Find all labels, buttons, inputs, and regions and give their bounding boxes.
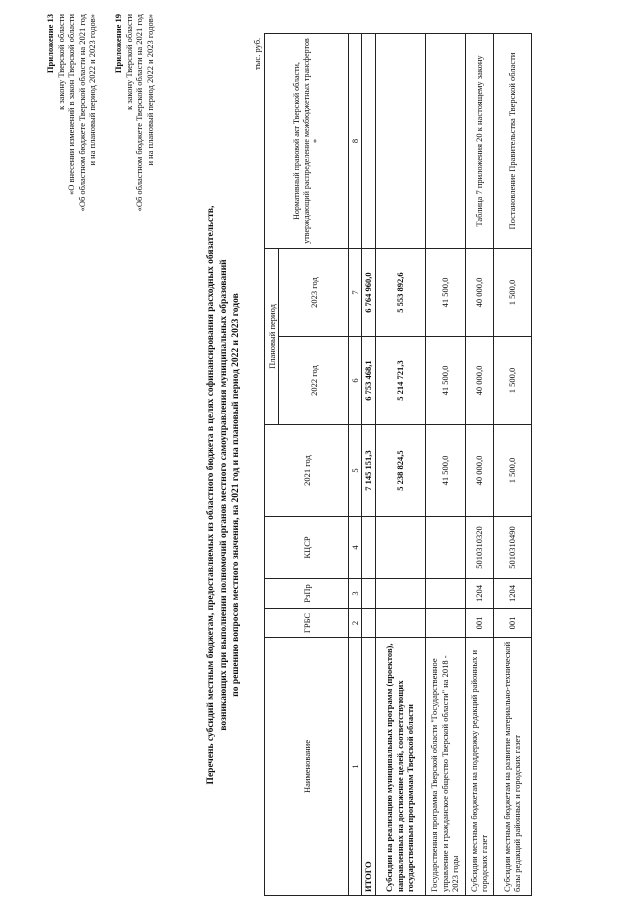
col-header-2022: 2022 год	[279, 337, 349, 425]
appendix-13-line: «Об областном бюджете Тверской области на 2021 год	[76, 14, 87, 212]
row-2021-value: 41 500,0	[425, 425, 465, 517]
appendix-19-number: Приложение 19	[113, 14, 123, 74]
units-label: тыс. руб.	[252, 37, 262, 70]
row-name: Субсидии местным бюджетам на развитие материально-технической базы редакций районных и городских газет	[493, 638, 531, 896]
col-header-legal-act: Нормативный правовой акт Тверской области, утверждающий распределение межбюджетных трансфертов *	[265, 34, 349, 249]
col-index: 8	[349, 34, 362, 249]
col-header-2023: 2023 год	[279, 249, 349, 337]
col-index: 3	[349, 579, 362, 609]
row-legal-act: Таблица 7 приложения 20 к настоящему закону	[465, 34, 493, 249]
col-index: 1	[349, 638, 362, 896]
appendix-13-number: Приложение 13	[45, 14, 55, 74]
column-index-row	[349, 34, 362, 896]
appendix-13-line: «О внесении изменений в закон Тверской области	[66, 14, 76, 195]
row-2022-value: 41 500,0	[425, 337, 465, 425]
col-header-2021: 2021 год	[265, 425, 349, 517]
row-2022-value: 40 000,0	[465, 337, 493, 425]
subsidies-table	[264, 33, 532, 896]
row-2021-value: 7 145 151,3	[362, 425, 376, 517]
document-title	[205, 145, 243, 845]
col-header-rzpr: РзПр	[265, 579, 349, 609]
col-index: 2	[349, 609, 362, 638]
appendix-13-line: и на плановый период 2022 и 2023 годов»	[87, 14, 97, 166]
title-line: возникающих при выполнении полномочий органов местного самоуправления муниципальных образований	[218, 259, 229, 731]
col-index: 7	[349, 249, 362, 337]
row-2023-value: 41 500,0	[425, 249, 465, 337]
row-grbs	[362, 609, 376, 638]
table-row	[425, 34, 465, 896]
row-grbs: 001	[493, 609, 531, 638]
row-kcsr	[362, 517, 376, 579]
row-name: ИТОГО	[362, 638, 376, 896]
row-name: Субсидии на реализацию муниципальных программ (проектов), направленных на достижение целей, соответствующих государственным программам Тверской области	[375, 638, 425, 896]
appendix-19-line: и на плановый период 2022 и 2023 годов»	[144, 14, 155, 166]
col-index: 6	[349, 337, 362, 425]
col-header-grbs: ГРБС	[265, 609, 349, 638]
row-2023-value: 6 764 960,0	[362, 249, 376, 337]
row-legal-act	[375, 34, 425, 249]
row-name: Субсидии местным бюджетам на поддержку редакций районных и городских газет	[465, 638, 493, 896]
row-legal-act: Постановление Правительства Тверской области	[493, 34, 531, 249]
row-grbs: 001	[465, 609, 493, 638]
row-2022-value: 1 500,0	[493, 337, 531, 425]
table-row	[465, 34, 493, 896]
appendix-19-line: «Об областном бюджете Тверской области на 2021 год	[134, 14, 144, 212]
row-grbs	[375, 609, 425, 638]
appendix-13-line: к закону Тверской области	[55, 14, 66, 110]
row-kcsr	[375, 517, 425, 579]
appendix-19-line: к закону Тверской области	[123, 14, 134, 110]
row-2021-value: 5 238 824,5	[375, 425, 425, 517]
col-index: 4	[349, 517, 362, 579]
row-2021-value: 1 500,0	[493, 425, 531, 517]
col-header-planned-period: Плановый период	[265, 249, 279, 425]
row-grbs	[425, 609, 465, 638]
row-2021-value: 40 000,0	[465, 425, 493, 517]
row-rzpr: 1204	[493, 579, 531, 609]
row-legal-act	[362, 34, 376, 249]
row-2023-value: 5 553 892,6	[375, 249, 425, 337]
row-rzpr	[375, 579, 425, 609]
table-row-total	[362, 34, 376, 896]
col-header-kcsr: КЦСР	[265, 517, 349, 579]
row-legal-act	[425, 34, 465, 249]
row-2022-value: 5 214 721,3	[375, 337, 425, 425]
row-kcsr	[425, 517, 465, 579]
title-line: по решению вопросов местного значения, на 2021 год и на плановый период 2022 и 2023 годов	[231, 293, 241, 697]
table-row	[493, 34, 531, 896]
appendix-19-header	[113, 14, 155, 211]
col-index: 5	[349, 425, 362, 517]
appendix-13-header	[45, 14, 98, 211]
row-rzpr	[425, 579, 465, 609]
row-name: Государственная программа Тверской области "Государственное управление и гражданское общество Тверской области" на 2018 - 2023 годы	[425, 638, 465, 896]
row-2022-value: 6 753 468,1	[362, 337, 376, 425]
row-rzpr: 1204	[465, 579, 493, 609]
title-line: Перечень субсидий местным бюджетам, предоставляемых из областного бюджета в целях софинансирования расходных обязательств,	[206, 205, 216, 785]
col-header-name: Наименование	[265, 638, 349, 896]
header-row	[265, 34, 279, 896]
row-kcsr: 5010310320	[465, 517, 493, 579]
row-2023-value: 1 500,0	[493, 249, 531, 337]
table-row	[375, 34, 425, 896]
row-rzpr	[362, 579, 376, 609]
row-2023-value: 40 000,0	[465, 249, 493, 337]
row-kcsr: 5010310490	[493, 517, 531, 579]
